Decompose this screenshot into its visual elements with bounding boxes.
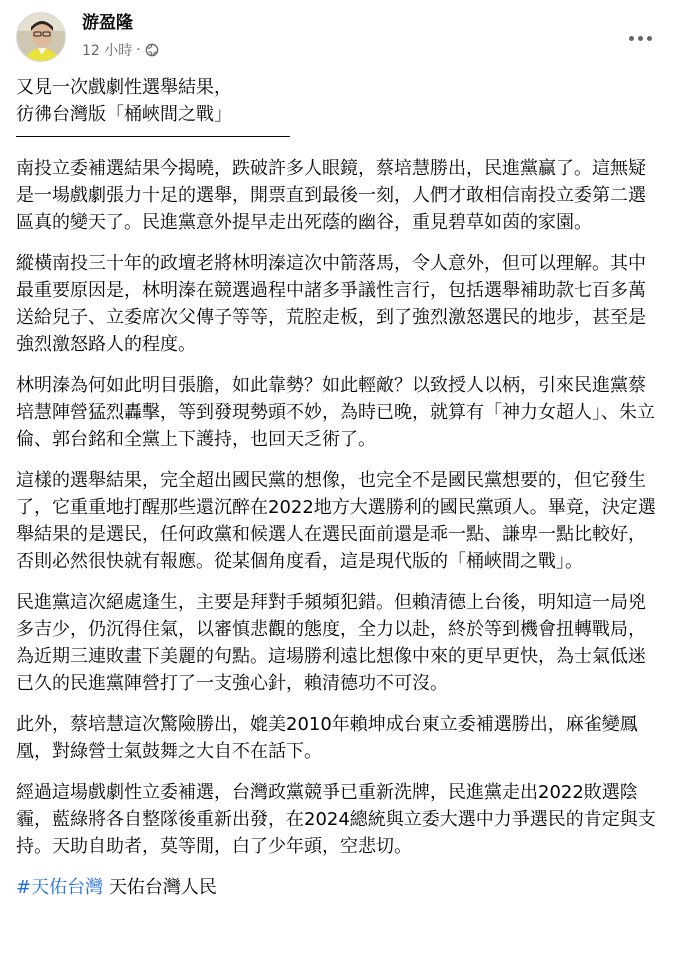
- post-paragraph: 林明溱為何如此明目張膽，如此靠勢？如此輕敵？以致授人以柄，引來民進黨蔡培慧陣營猛烈轟擊，等到發現勢頭不妙，為時已晚，就算有「神力女超人」、朱立倫、郭台銘和全黨上下護持，也回天乏術了。: [16, 375, 655, 450]
- more-horizontal-icon: [629, 36, 634, 41]
- post-paragraph: 此外，蔡培慧這次驚險勝出，媲美2010年賴坤成台東立委補選勝出，麻雀變鳳凰，對綠營士氣鼓舞之大自不在話下。: [16, 714, 638, 762]
- post-header: [16, 10, 662, 70]
- hashtag-link[interactable]: #天佑台灣: [16, 877, 104, 898]
- intro-line: 彷彿台灣版「桶峽間之戰」: [16, 104, 232, 125]
- post-paragraph: 經過這場戲劇性立委補選，台灣政黨競爭已重新洗牌，民進黨走出2022敗選陰霾，藍綠將各自整隊後重新出發，在2024總統與立委大選中力爭選民的肯定與支持。天助自助者，莫等閒，白了少年頭，空悲切。: [16, 782, 656, 857]
- intro-line: 又見一次戲劇性選舉結果，: [16, 77, 232, 98]
- post-timestamp[interactable]: 12 小時: [82, 43, 133, 59]
- author-name[interactable]: 游盈隆: [82, 13, 133, 33]
- globe-icon[interactable]: [145, 43, 159, 57]
- divider-line: [16, 136, 290, 137]
- meta-separator: ·: [136, 42, 141, 58]
- post-meta: [82, 40, 159, 60]
- post-paragraph: 這樣的選舉結果，完全超出國民黨的想像，也完全不是國民黨想要的，但它發生了，它重重地打醒那些還沉醉在2022地方大選勝利的國民黨頭人。畢竟，決定選舉結果的是選民，任何政黨和候選人在選民面前還是乖一點、謙卑一點比較好，否則必然很快就有報應。從某個角度看，這是現代版的「桶峽間之戰」。: [16, 470, 656, 572]
- post-paragraph: 縱橫南投三十年的政壇老將林明溱這次中箭落馬，令人意外，但可以理解。其中最重要原因是，林明溱在競選過程中諸多爭議性言行，包括選舉補助款七百多萬送給兒子、立委席次父傳子等等，荒腔走板，到了強烈激怒選民的地步，甚至是強烈激怒路人的程度。: [16, 253, 646, 355]
- avatar-image: [17, 13, 66, 62]
- post-paragraph: 民進黨這次絕處逢生，主要是拜對手頻頻犯錯。但賴清德上台後，明知這一局兇多吉少，仍沉得住氣，以審慎悲觀的態度，全力以赴，終於等到機會扭轉戰局，為近期三連敗畫下美麗的句點。這場勝利遠比想像中來的更早更快，為士氣低迷已久的民進黨陣營打了一支強心針，賴清德功不可沒。: [16, 592, 646, 694]
- closing-text: 天佑台灣人民: [103, 877, 217, 898]
- hashtag-line: [16, 874, 662, 901]
- post-intro: [16, 74, 662, 128]
- more-options-button[interactable]: [622, 20, 658, 56]
- post-body: [16, 74, 662, 915]
- post-paragraph: 南投立委補選結果今揭曉，跌破許多人眼鏡，蔡培慧勝出，民進黨贏了。這無疑是一場戲劇張力十足的選舉，開票直到最後一刻，人們才敢相信南投立委第二選區真的變天了。民進黨意外提早走出死蔭的幽谷，重見碧草如茵的家園。: [16, 158, 646, 233]
- avatar[interactable]: [16, 12, 66, 62]
